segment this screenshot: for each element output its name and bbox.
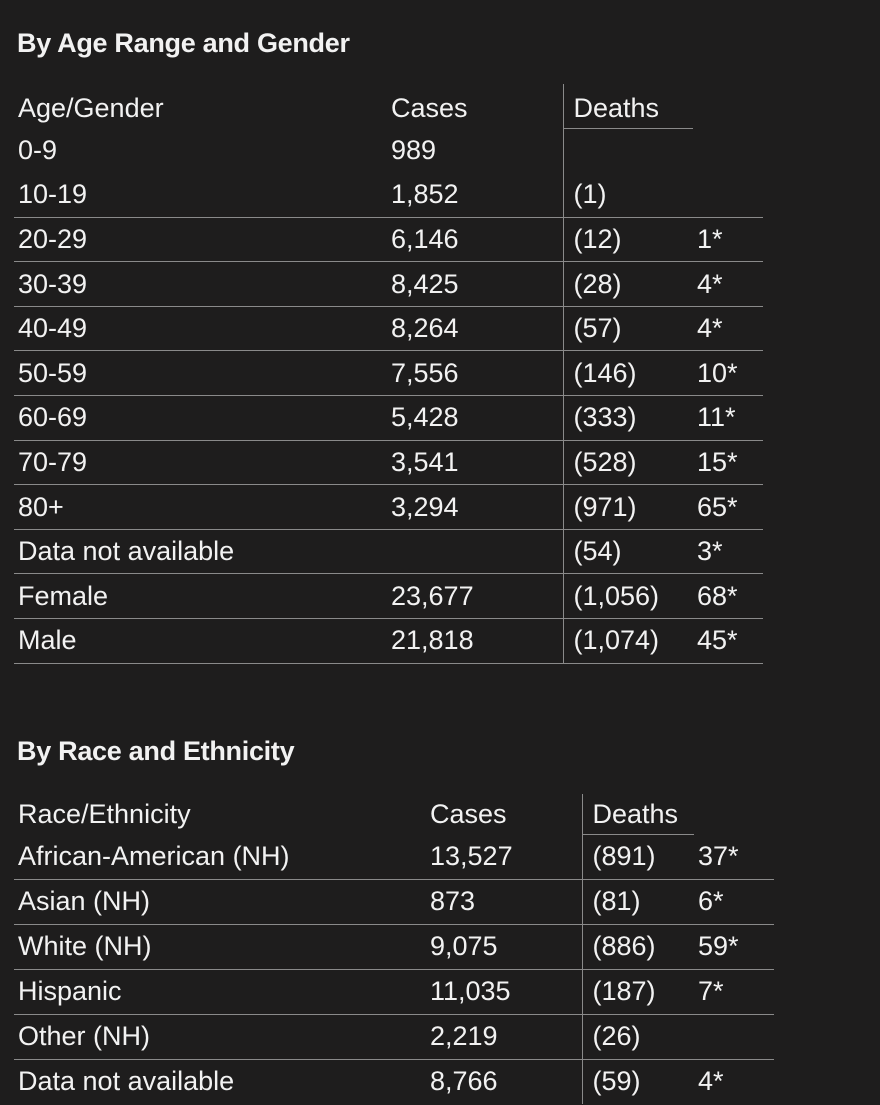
table-row — [14, 879, 774, 924]
row-provisional: 68* — [693, 574, 763, 619]
row-label: 0-9 — [18, 134, 58, 165]
row-label: Male — [14, 619, 387, 664]
row-cases: 3,294 — [387, 485, 563, 530]
row-provisional: 4* — [698, 1066, 724, 1097]
row-deaths: (1,074) — [563, 619, 693, 664]
table-row — [14, 619, 763, 664]
table-header-row — [14, 794, 774, 834]
row-cases: 8,766 — [430, 1066, 498, 1097]
row-label: Hispanic — [14, 969, 426, 1014]
header-blank — [693, 84, 763, 128]
row-label: Data not available — [14, 529, 387, 574]
row-deaths: (886) — [582, 924, 694, 969]
row-provisional: 7* — [694, 969, 774, 1014]
row-label: 10-19 — [14, 173, 387, 218]
table-header-row — [14, 84, 763, 128]
race-section-title: By Race and Ethnicity — [17, 736, 295, 766]
row-provisional: 11* — [693, 396, 763, 441]
row-provisional — [694, 1014, 774, 1059]
row-cases: 11,035 — [426, 969, 582, 1014]
row-label: Female — [14, 574, 387, 619]
row-deaths: (971) — [563, 485, 693, 530]
header-age-gender: Age/Gender — [18, 93, 164, 123]
row-cases: 7,556 — [387, 351, 563, 396]
row-cases: 21,818 — [387, 619, 563, 664]
row-cases — [387, 529, 563, 574]
row-deaths: (81) — [582, 879, 694, 924]
row-cases: 1,852 — [387, 173, 563, 218]
table-row — [14, 262, 763, 307]
row-deaths: (1) — [563, 173, 693, 218]
age-gender-table — [14, 84, 763, 664]
row-deaths: (528) — [563, 440, 693, 485]
row-deaths: (54) — [563, 529, 693, 574]
row-label: 80+ — [14, 485, 387, 530]
row-cases: 8,264 — [387, 306, 563, 351]
row-provisional: 4* — [693, 306, 763, 351]
row-provisional: 15* — [693, 440, 763, 485]
row-cases: 6,146 — [387, 217, 563, 262]
table-row — [14, 351, 763, 396]
race-ethnicity-table — [14, 794, 774, 1104]
row-deaths: (187) — [582, 969, 694, 1014]
row-deaths: (59) — [582, 1059, 694, 1104]
row-label: Asian (NH) — [14, 879, 426, 924]
row-label: 20-29 — [14, 217, 387, 262]
row-provisional: 45* — [693, 619, 763, 664]
header-race-ethnicity: Race/Ethnicity — [18, 799, 191, 829]
table-row — [14, 969, 774, 1014]
row-provisional: 6* — [694, 879, 774, 924]
header-cases: Cases — [430, 799, 507, 829]
header-cases: Cases — [391, 93, 468, 123]
row-label: 40-49 — [14, 306, 387, 351]
row-label: White (NH) — [14, 924, 426, 969]
row-cases: 3,541 — [387, 440, 563, 485]
row-deaths: (12) — [563, 217, 693, 262]
table-row — [14, 1014, 774, 1059]
header-deaths: Deaths — [563, 84, 693, 128]
row-provisional: 3* — [693, 529, 763, 574]
row-cases: 873 — [426, 879, 582, 924]
row-cases: 989 — [391, 134, 437, 165]
table-row — [14, 485, 763, 530]
row-provisional — [693, 128, 763, 173]
row-cases: 13,527 — [426, 834, 582, 879]
row-cases: 23,677 — [387, 574, 563, 619]
header-blank — [694, 794, 774, 834]
row-cases: 9,075 — [426, 924, 582, 969]
row-label: 50-59 — [14, 351, 387, 396]
row-deaths: (57) — [563, 306, 693, 351]
table-row — [14, 173, 763, 218]
row-label: 70-79 — [14, 440, 387, 485]
row-deaths: (146) — [563, 351, 693, 396]
row-deaths: (891) — [582, 834, 694, 879]
age-section-title: By Age Range and Gender — [17, 28, 350, 58]
row-provisional — [693, 173, 763, 218]
header-deaths: Deaths — [582, 794, 694, 834]
row-label: African-American (NH) — [14, 834, 426, 879]
row-deaths — [563, 128, 693, 173]
row-cases: 2,219 — [426, 1014, 582, 1059]
row-provisional: 1* — [693, 217, 763, 262]
row-cases: 5,428 — [387, 396, 563, 441]
row-deaths: (333) — [563, 396, 693, 441]
row-deaths: (1,056) — [563, 574, 693, 619]
row-provisional: 37* — [694, 834, 774, 879]
row-provisional: 65* — [693, 485, 763, 530]
row-provisional: 59* — [694, 924, 774, 969]
table-row — [14, 396, 763, 441]
row-label: Other (NH) — [14, 1014, 426, 1059]
table-row — [14, 924, 774, 969]
table-row — [14, 217, 763, 262]
row-deaths: (26) — [582, 1014, 694, 1059]
row-label: 30-39 — [14, 262, 387, 307]
table-row — [14, 128, 763, 173]
table-row — [14, 306, 763, 351]
table-row — [14, 834, 774, 879]
table-row — [14, 529, 763, 574]
row-cases: 8,425 — [387, 262, 563, 307]
table-row — [14, 440, 763, 485]
row-deaths: (28) — [563, 262, 693, 307]
row-provisional: 4* — [693, 262, 763, 307]
row-provisional: 10* — [693, 351, 763, 396]
table-row — [14, 574, 763, 619]
table-row — [14, 1059, 774, 1104]
row-label: Data not available — [18, 1066, 235, 1097]
row-label: 60-69 — [14, 396, 387, 441]
